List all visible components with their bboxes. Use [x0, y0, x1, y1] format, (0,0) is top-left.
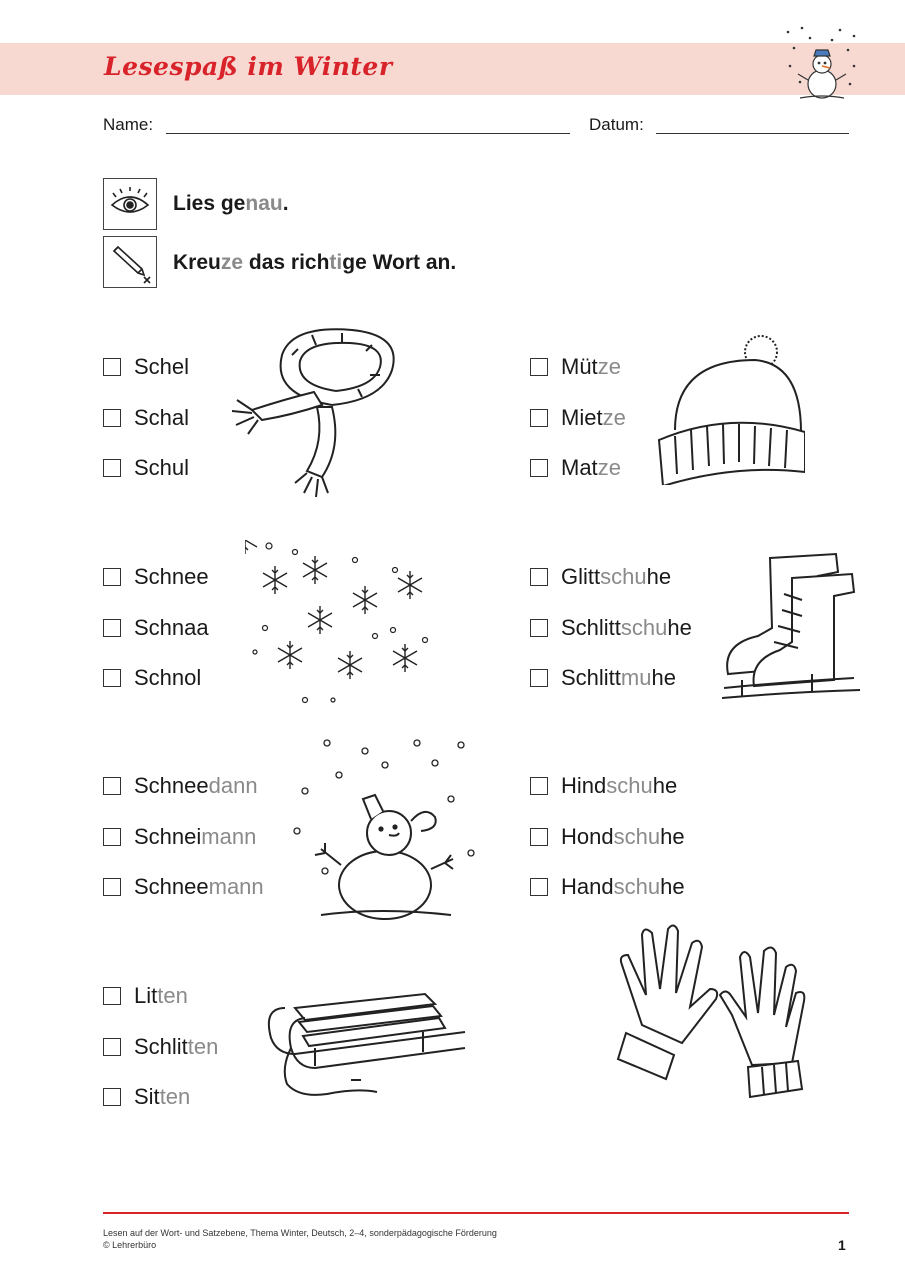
- option-word-part: Lit: [134, 983, 158, 1008]
- option-word: [134, 354, 189, 380]
- checkbox[interactable]: [103, 878, 121, 896]
- option-word-part: Schlit: [134, 1033, 188, 1059]
- checkbox[interactable]: [530, 459, 548, 477]
- option-word-part: ten: [157, 983, 188, 1008]
- option-handschuhe-1[interactable]: [530, 772, 677, 800]
- scarf-illustration: [212, 325, 402, 515]
- date-label: Datum:: [589, 115, 644, 134]
- option-word: [134, 983, 188, 1009]
- option-word-part: Schel: [134, 354, 190, 379]
- option-word-part: ze: [602, 404, 626, 430]
- option-word: [561, 564, 671, 590]
- option-word-part: mann: [201, 823, 257, 849]
- option-word-part: he: [660, 823, 685, 849]
- option-word: [134, 824, 256, 850]
- option-word-part: he: [660, 874, 685, 899]
- option-word: [561, 354, 621, 380]
- snowman-icon: [780, 22, 862, 104]
- option-schnee-1[interactable]: [103, 563, 209, 591]
- footer-divider: [103, 1212, 849, 1214]
- date-field[interactable]: [656, 133, 849, 134]
- option-schlitten-1[interactable]: [103, 982, 188, 1010]
- option-schal-3[interactable]: [103, 454, 189, 482]
- footer: [103, 1227, 497, 1251]
- option-handschuhe-3[interactable]: [530, 873, 685, 901]
- checkbox[interactable]: [103, 409, 121, 427]
- option-word-part: Hind: [561, 773, 607, 798]
- option-schlittschuhe-2[interactable]: [530, 614, 692, 642]
- option-word-part: ze: [597, 455, 621, 480]
- checkbox[interactable]: [530, 409, 548, 427]
- option-word-part: ten: [187, 1033, 219, 1059]
- option-word: [134, 615, 209, 641]
- option-word: [134, 874, 264, 900]
- option-word-part: he: [646, 564, 672, 589]
- option-word: [561, 455, 621, 481]
- option-word-part: Hond: [561, 823, 614, 849]
- option-word-part: Schal: [134, 404, 190, 430]
- option-word: [134, 773, 258, 799]
- checkbox[interactable]: [103, 669, 121, 687]
- option-word: [134, 1034, 218, 1060]
- option-word-part: Müt: [561, 354, 598, 379]
- gloves-illustration: [612, 915, 832, 1105]
- checkbox[interactable]: [103, 568, 121, 586]
- option-word: [561, 874, 685, 900]
- option-word-part: he: [667, 614, 692, 640]
- option-word-part: dann: [208, 773, 258, 798]
- instruction-read-text: [173, 192, 289, 215]
- instruction-cross-part: ze: [220, 251, 244, 274]
- checkbox[interactable]: [530, 878, 548, 896]
- option-word-part: ten: [159, 1084, 191, 1109]
- option-word-part: Sit: [134, 1084, 160, 1109]
- snowflakes-illustration: [245, 540, 435, 710]
- sled-illustration: [255, 988, 470, 1103]
- instruction-cross-text: [173, 251, 456, 274]
- option-word-part: schu: [613, 823, 661, 849]
- option-word-part: Schnaa: [134, 614, 209, 640]
- option-word-part: mu: [620, 665, 652, 690]
- option-word-part: Schnol: [134, 665, 202, 690]
- option-word-part: Schnee: [134, 874, 209, 899]
- option-word-part: Hand: [561, 874, 614, 899]
- option-word: [134, 564, 209, 590]
- footer-copyright: © Lehrerbüro: [103, 1240, 157, 1250]
- checkbox[interactable]: [103, 358, 121, 376]
- instruction-read-part: nau: [245, 192, 283, 215]
- checkbox[interactable]: [103, 987, 121, 1005]
- instruction-cross: [173, 251, 456, 275]
- eye-icon: [103, 178, 157, 230]
- option-word-part: ze: [597, 354, 621, 379]
- instruction-read: [173, 192, 289, 216]
- instruction-cross-part: ge Wort an.: [342, 251, 457, 274]
- option-word: [561, 773, 677, 799]
- instruction-cross-part: ti: [329, 251, 343, 274]
- checkbox[interactable]: [103, 459, 121, 477]
- option-schal-1[interactable]: [103, 353, 189, 381]
- pencil-icon: [103, 236, 157, 288]
- checkbox[interactable]: [530, 358, 548, 376]
- option-schlitten-2[interactable]: [103, 1033, 218, 1061]
- option-word-part: Miet: [561, 404, 603, 430]
- option-word-part: Schlitt: [561, 665, 621, 690]
- option-word-part: Schnee: [134, 564, 209, 589]
- instruction-cross-part: das rich: [243, 251, 330, 274]
- name-label: Name:: [103, 115, 154, 134]
- page-number: 1: [838, 1237, 846, 1253]
- option-schneemann-3[interactable]: [103, 873, 264, 901]
- checkbox[interactable]: [530, 777, 548, 795]
- footer-source: Lesen auf der Wort- und Satzebene, Thema Winter, Deutsch, 2–4, sonderpädagogische Förderung: [103, 1228, 497, 1238]
- option-word: [134, 455, 189, 481]
- option-word-part: schu: [613, 874, 661, 899]
- option-word-part: he: [651, 665, 676, 690]
- checkbox[interactable]: [530, 568, 548, 586]
- option-word-part: Mat: [561, 455, 598, 480]
- option-handschuhe-2[interactable]: [530, 823, 685, 851]
- hat-illustration: [655, 330, 805, 485]
- checkbox[interactable]: [530, 828, 548, 846]
- option-schneemann-2[interactable]: [103, 823, 256, 851]
- option-word: [134, 1084, 190, 1110]
- name-field[interactable]: [166, 133, 570, 134]
- option-word: [134, 665, 201, 691]
- instruction-cross-part: Kreu: [173, 251, 221, 274]
- ice-skates-illustration: [722, 548, 862, 708]
- checkbox[interactable]: [103, 777, 121, 795]
- option-word-part: Glitt: [561, 564, 601, 589]
- option-word-part: schu: [620, 614, 668, 640]
- snowman-illustration: [285, 735, 475, 925]
- option-word-part: he: [652, 773, 678, 798]
- checkbox[interactable]: [103, 828, 121, 846]
- option-muetze-3[interactable]: [530, 454, 621, 482]
- option-schal-2[interactable]: [103, 404, 189, 432]
- option-schlittschuhe-3[interactable]: [530, 664, 676, 692]
- option-word-part: Schul: [134, 455, 190, 480]
- checkbox[interactable]: [103, 1088, 121, 1106]
- option-word-part: schu: [600, 564, 647, 589]
- option-word: [134, 405, 189, 431]
- option-schlittschuhe-1[interactable]: [530, 563, 671, 591]
- option-word-part: Schnei: [134, 823, 202, 849]
- option-word-part: Schlitt: [561, 614, 621, 640]
- option-word-part: mann: [208, 874, 264, 899]
- option-schnee-3[interactable]: [103, 664, 201, 692]
- page-title: Lesespaß im Winter: [104, 52, 393, 81]
- instruction-read-part: .: [282, 192, 289, 215]
- option-muetze-2[interactable]: [530, 404, 626, 432]
- option-word-part: schu: [606, 773, 653, 798]
- option-schlitten-3[interactable]: [103, 1083, 190, 1111]
- option-schnee-2[interactable]: [103, 614, 209, 642]
- instruction-read-part: Lies ge: [173, 192, 246, 215]
- checkbox[interactable]: [530, 619, 548, 637]
- option-word: [561, 405, 626, 431]
- option-muetze-1[interactable]: [530, 353, 621, 381]
- option-word: [561, 665, 676, 691]
- option-schneemann-1[interactable]: [103, 772, 258, 800]
- checkbox[interactable]: [103, 1038, 121, 1056]
- option-word: [561, 615, 692, 641]
- option-word-part: Schnee: [134, 773, 209, 798]
- option-word: [561, 824, 685, 850]
- checkbox[interactable]: [530, 669, 548, 687]
- checkbox[interactable]: [103, 619, 121, 637]
